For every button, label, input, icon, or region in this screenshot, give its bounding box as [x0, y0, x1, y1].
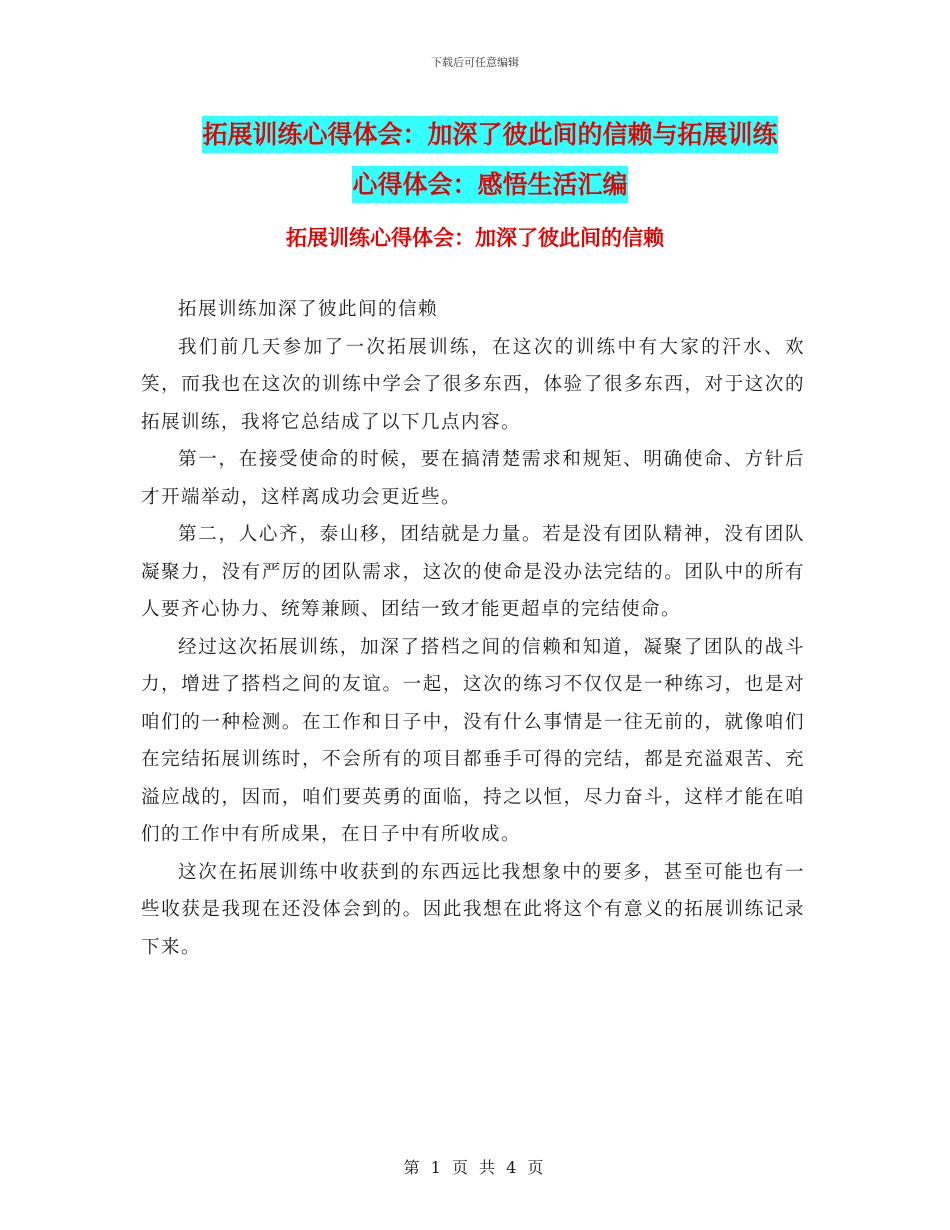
- section-title: 拓展训练心得体会：加深了彼此间的信赖: [286, 225, 664, 250]
- paragraph: 我们前几天参加了一次拓展训练，在这次的训练中有大家的汗水、欢笑，而我也在这次的训练中学会了很多东西，体验了很多东西，对于这次的拓展训练，我将它总结成了以下几点内容。: [141, 336, 805, 433]
- document-title-line-2: 心得体会：感悟生活汇编: [352, 166, 627, 203]
- header-note: 下载后可任意编辑: [431, 56, 519, 69]
- document-title-line-1: 拓展训练心得体会：加深了彼此间的信赖与拓展训练: [202, 116, 777, 153]
- paragraph: 第二，人心齐，泰山移，团结就是力量。若是没有团队精神，没有团队凝聚力，没有严厉的团队需求，这次的使命是没办法完结的。团队中的所有人要齐心协力、统筹兼顾、团结一致才能更超卓的完结使命。: [141, 524, 805, 620]
- paragraph: 第一，在接受使命的时候，要在搞清楚需求和规矩、明确使命、方针后才开端举动，这样离成功会更近些。: [141, 449, 805, 508]
- paragraph: 拓展训练加深了彼此间的信赖: [178, 299, 439, 320]
- document-body: [141, 291, 805, 966]
- page-footer: 第 1 页 共 4 页: [403, 1158, 547, 1177]
- paragraph: 这次在拓展训练中收获到的东西远比我想象中的要多，甚至可能也有一些收获是我现在还没体会到的。因此我想在此将这个有意义的拓展训练记录下来。: [141, 861, 805, 958]
- document-title: [140, 110, 840, 210]
- paragraph: 经过这次拓展训练，加深了搭档之间的信赖和知道，凝聚了团队的战斗力，增进了搭档之间的友谊。一起，这次的练习不仅仅是一种练习，也是对咱们的一种检测。在工作和日子中，没有什么事情是一往无前的，就像咱们在完结拓展训练时，不会所有的项目都垂手可得的完结，都是充溢艰苦、充溢应战的，因而，咱们要英勇的面临，持之以恒，尽力奋斗，这样才能在咱们的工作中有所成果，在日子中有所收成。: [141, 636, 805, 845]
